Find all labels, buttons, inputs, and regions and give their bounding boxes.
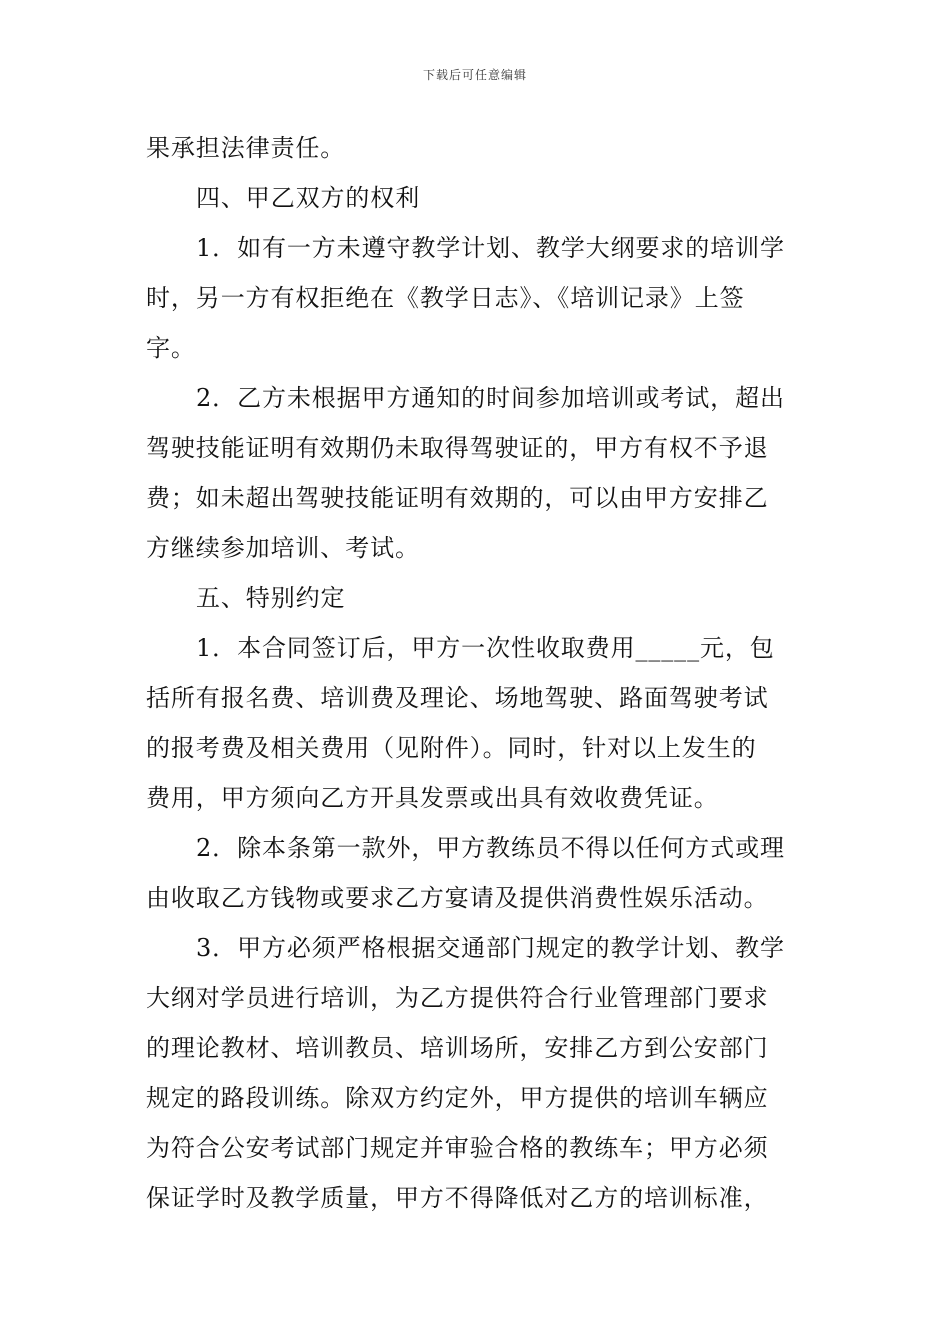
text-line: 方继续参加培训、考试。 [146,534,420,562]
text-line: 1．本合同签订后，甲方一次性收取费用_____元，包 [196,634,775,662]
text-line: 费用，甲方须向乙方开具发票或出具有效收费凭证。 [146,784,719,812]
text-line: 大纲对学员进行培训，为乙方提供符合行业管理部门要求 [146,984,769,1012]
text-line: 的理论教材、培训教员、培训场所，安排乙方到公安部门 [146,1034,769,1062]
text-line: 2．乙方未根据甲方通知的时间参加培训或考试，超出 [196,384,785,412]
text-line: 3．甲方必须严格根据交通部门规定的教学计划、教学 [196,934,785,962]
text-line: 1．如有一方未遵守教学计划、教学大纲要求的培训学 [196,234,785,262]
text-line: 驾驶技能证明有效期仍未取得驾驶证的，甲方有权不予退 [146,434,769,462]
text-line: 规定的路段训练。除双方约定外，甲方提供的培训车辆应 [146,1084,769,1112]
section-heading-rights: 四、甲乙双方的权利 [196,184,421,212]
page-header-note: 下载后可任意编辑 [422,68,527,82]
text-line: 时，另一方有权拒绝在《教学日志》、《培训记录》上签 [146,284,745,312]
text-line: 括所有报名费、培训费及理论、场地驾驶、路面驾驶考试 [146,684,769,712]
text-line: 为符合公安考试部门规定并审验合格的教练车；甲方必须 [146,1134,769,1162]
document-body [146,123,806,1223]
text-line: 的报考费及相关费用（见附件）。同时，针对以上发生的 [146,734,757,762]
text-line: 字。 [146,334,196,362]
text-line: 由收取乙方钱物或要求乙方宴请及提供消费性娱乐活动。 [146,884,769,912]
text-line: 费；如未超出驾驶技能证明有效期的，可以由甲方安排乙 [146,484,769,512]
text-line: 保证学时及教学质量，甲方不得降低对乙方的培训标准， [146,1184,769,1212]
section-heading-special-terms: 五、特别约定 [196,584,346,612]
text-line: 果承担法律责任。 [146,134,346,162]
text-line: 2．除本条第一款外，甲方教练员不得以任何方式或理 [196,834,785,862]
